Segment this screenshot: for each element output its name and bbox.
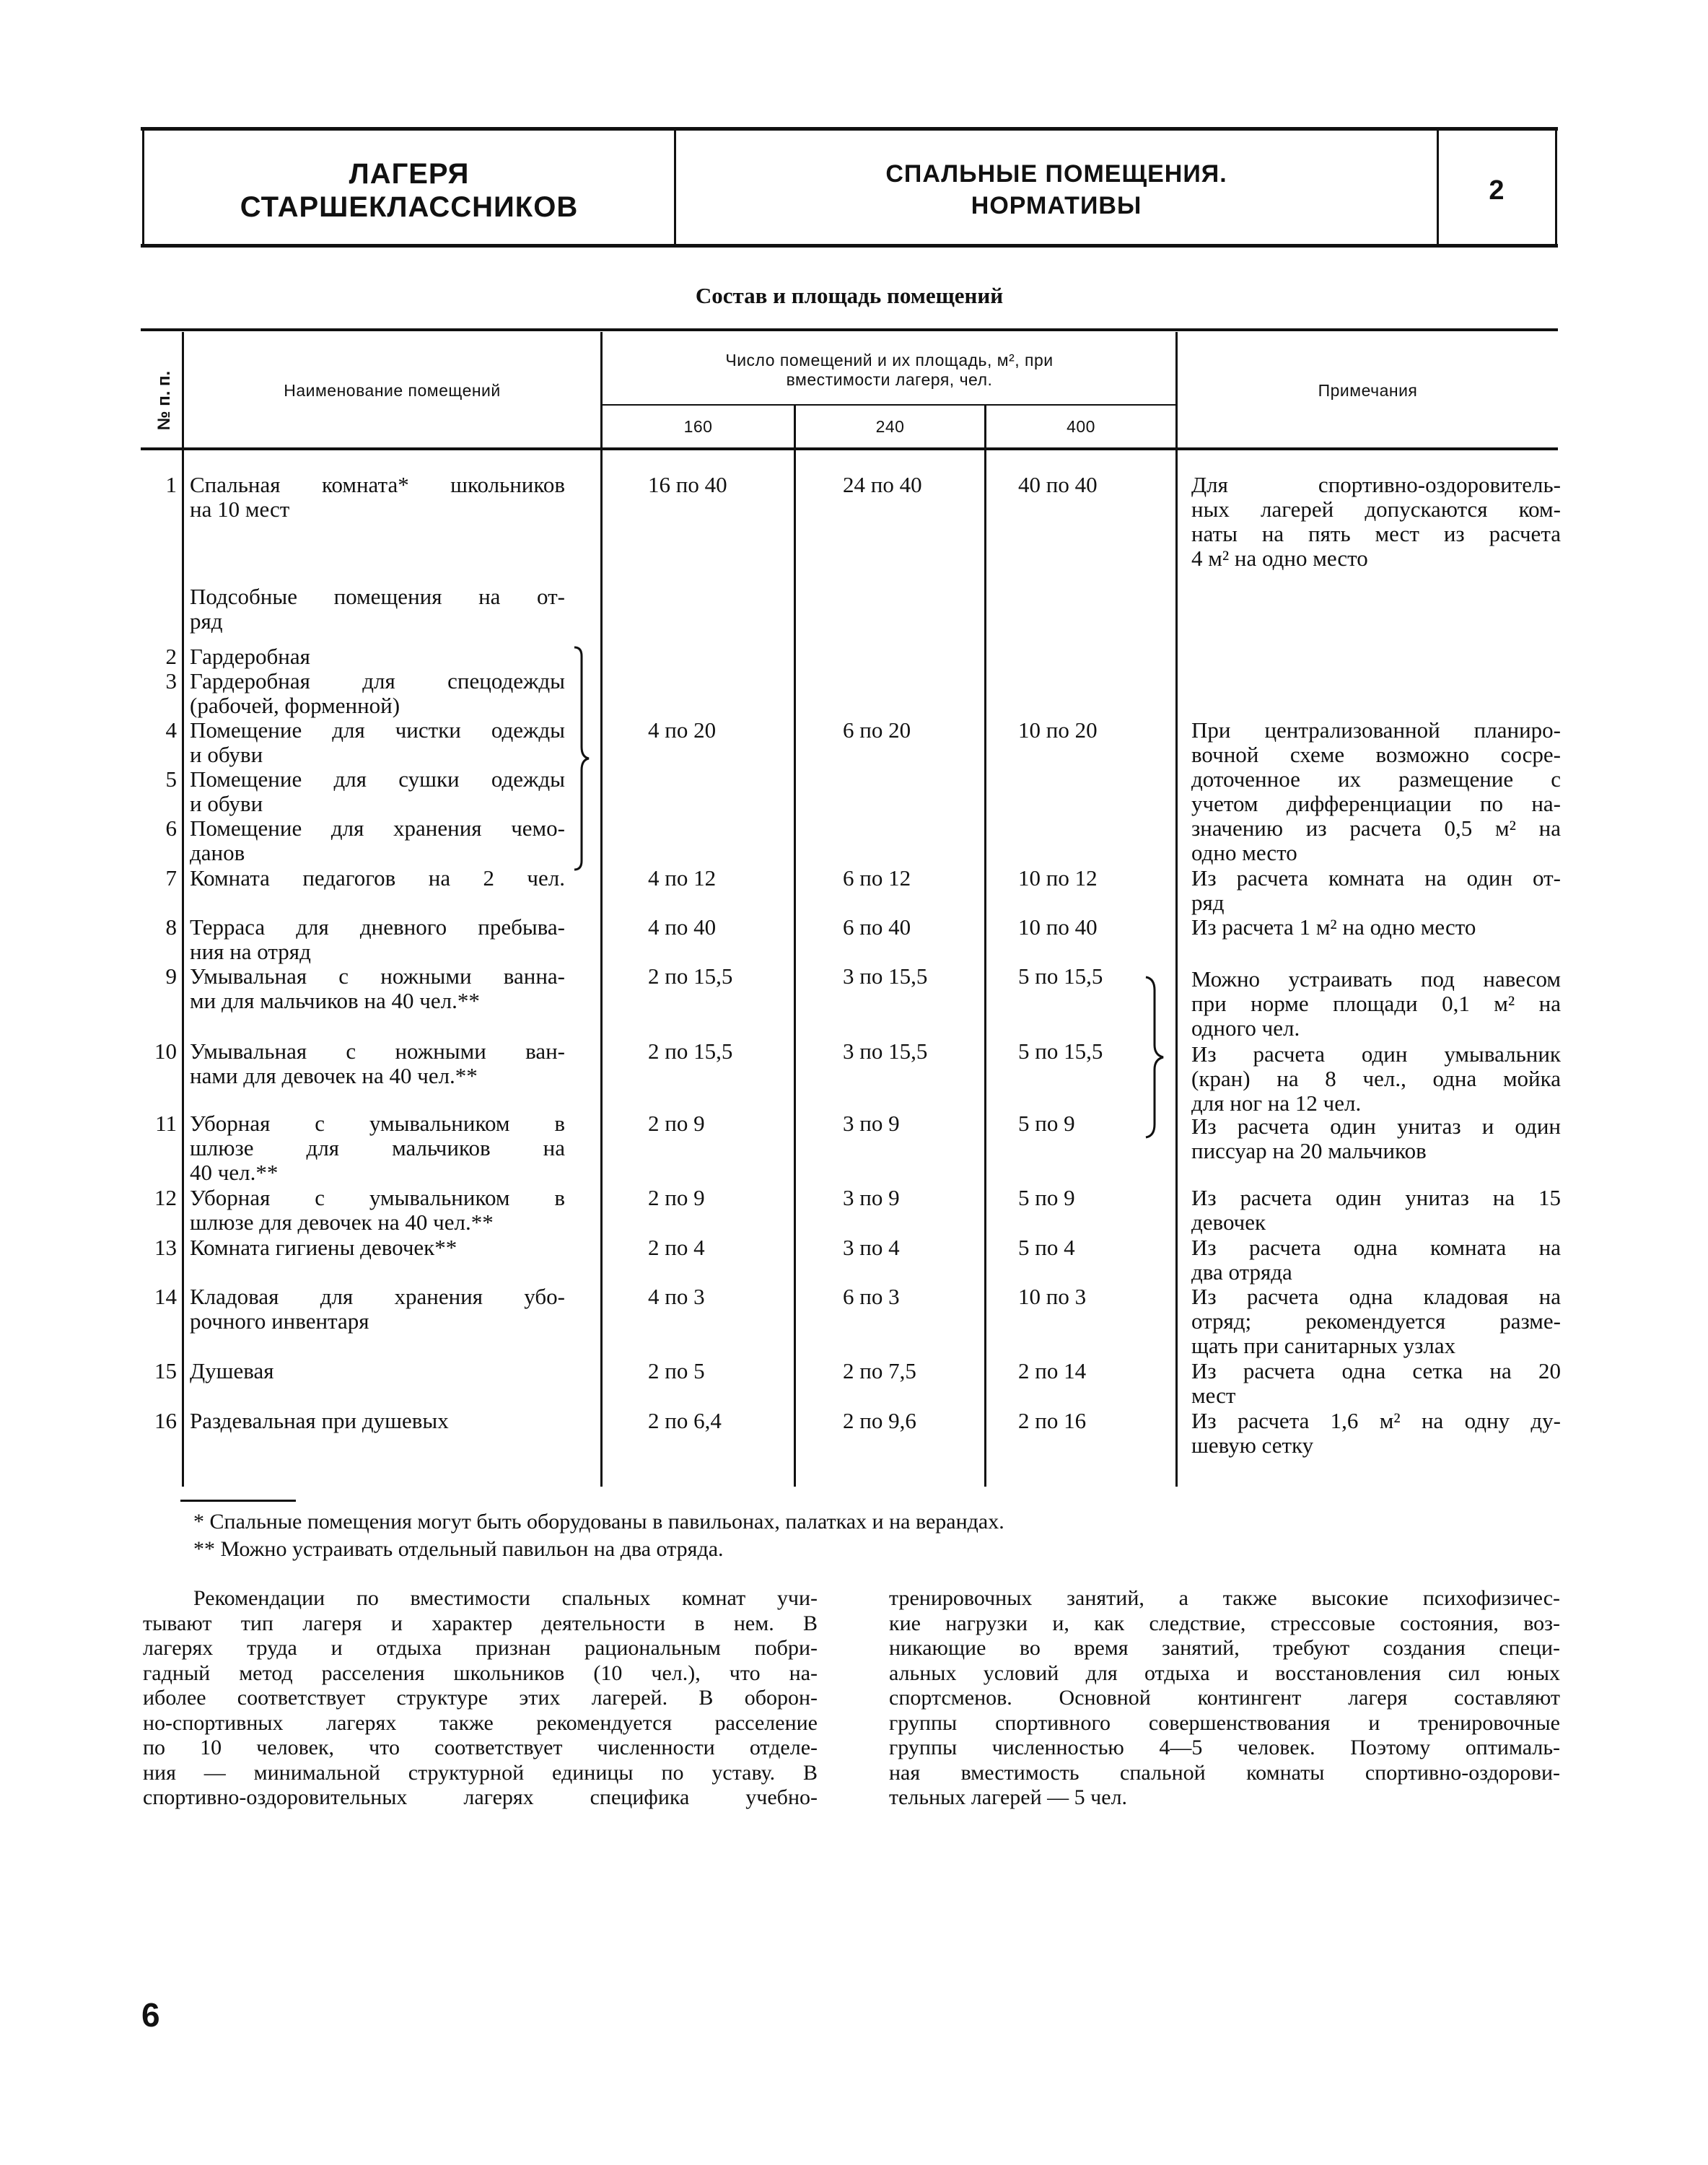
header-bottom-rule (141, 244, 1558, 248)
row-13-num: 13 (154, 1235, 177, 1260)
row-7-cap400: 10 по 12 (1018, 865, 1098, 891)
row-16-cap240: 2 по 9,6 (843, 1408, 916, 1433)
row-7-cap240: 6 по 12 (843, 865, 911, 891)
row-6-num: 6 (165, 815, 177, 841)
row-9-note: Можно устраивать под навесом при норме площади 0,1 м² на одного чел. (1191, 966, 1561, 1041)
header-top-rule (141, 127, 1558, 131)
row-10-cap400: 5 по 15,5 (1018, 1038, 1103, 1064)
row-8-cap400: 10 по 40 (1018, 914, 1098, 940)
row-14-name: Кладовая для хранения убо- рочного инвентаря (190, 1284, 565, 1334)
body-text-left: Рекомендации по вместимости спальных комнат учи- тывают тип лагеря и характер деятельности в нем. В лагерях труда и отдыха признан рациональным побри- гадный метод расселения школьников (10 чел.), что на- иболее соответствует структуре этих лагерей. В оборон- но-спортивных лагерях также рекомендуется расселение по 10 человек, что соответствует численности отделе- ния — минимальной структурной единицы по уставу. В спортивно-оздоровительных лагерях специфика учебно- (143, 1586, 818, 1809)
row-14-cap240: 6 по 3 (843, 1284, 900, 1309)
row-13-cap400: 5 по 4 (1018, 1235, 1075, 1260)
row-4-cap400: 10 по 20 (1018, 717, 1098, 743)
row-1-note: Для спортивно-оздоровитель- ных лагерей допускаются ком- наты на пять мест из расчета 4 м² на одно место (1191, 472, 1561, 571)
row-12-note: Из расчета один унитаз на 15 девочек (1191, 1185, 1561, 1235)
row-11-cap400: 5 по 9 (1018, 1111, 1075, 1136)
row-1-name: Спальная комната* школьников на 10 мест (190, 472, 565, 522)
header-sheet-number: 2 (1489, 175, 1505, 206)
footnote-1: * Спальные помещения могут быть оборудованы в павильонах, палатках и на верандах. (193, 1510, 1004, 1534)
row-10-num: 10 (154, 1038, 177, 1064)
row-16-cap160: 2 по 6,4 (648, 1408, 722, 1433)
row-9-cap400: 5 по 15,5 (1018, 963, 1103, 989)
row-14-cap400: 10 по 3 (1018, 1284, 1087, 1309)
row-4-cap240: 6 по 20 (843, 717, 911, 743)
row-15-num: 15 (154, 1358, 177, 1383)
header-sheet-line2: НОРМАТИВЫ (971, 192, 1142, 219)
row-14-note: Из расчета одна кладовая на отряд; рекомендуется разме- щать при санитарных узлах (1191, 1284, 1561, 1358)
th-cap-400: 400 (1067, 417, 1095, 436)
row-12-cap400: 5 по 9 (1018, 1185, 1075, 1210)
group-label-auxiliary: Подсобные помещения на от- ряд (190, 584, 565, 634)
row-14-num: 14 (154, 1284, 177, 1309)
th-name: Наименование помещений (284, 381, 501, 400)
row-11-cap160: 2 по 9 (648, 1111, 705, 1136)
row-10-cap160: 2 по 15,5 (648, 1038, 733, 1064)
row-8-note: Из расчета 1 м² на одно место (1191, 914, 1476, 940)
header-sheet-line1: СПАЛЬНЫЕ ПОМЕЩЕНИЯ. (885, 160, 1227, 188)
row-12-cap240: 3 по 9 (843, 1185, 900, 1210)
row-3-name: Гардеробная для спецодежды (рабочей, форменной) (190, 668, 565, 718)
row-13-note: Из расчета одна комната на два отряда (1191, 1235, 1561, 1285)
table-col-rule-160 (794, 404, 796, 1487)
row-6-name: Помещение для хранения чемо- данов (190, 815, 565, 865)
row-14-cap160: 4 по 3 (648, 1284, 705, 1309)
row-7-cap160: 4 по 12 (648, 865, 717, 891)
row-1-cap240: 24 по 40 (843, 472, 922, 497)
table-header-bottom-rule (141, 447, 1558, 450)
table-col-rule-400 (1175, 332, 1178, 1487)
row-1-cap160: 16 по 40 (648, 472, 727, 497)
row-11-name: Уборная с умывальником в шлюзе для мальчиков на 40 чел.** (190, 1111, 565, 1185)
row-7-name: Комната педагогов на 2 чел. (190, 865, 565, 891)
row-16-name: Раздевальная при душевых (190, 1408, 449, 1433)
header-sheet-title (676, 147, 1437, 232)
row-4-note: При централизованной планиро- вочной схеме возможно сосре- доточенное их размещение с учетом дифференциации по на- значению из расчета 0,5 м² на одно место (1191, 717, 1561, 865)
table-col-rule-name (600, 332, 603, 1487)
row-5-name: Помещение для сушки одежды и обуви (190, 766, 565, 816)
th-num: № п. п. (154, 370, 175, 431)
row-16-cap400: 2 по 16 (1018, 1408, 1087, 1433)
row-5-num: 5 (165, 766, 177, 792)
footnote-2: ** Можно устраивать отдельный павильон на два отряда. (193, 1537, 724, 1561)
row-4-cap160: 4 по 20 (648, 717, 717, 743)
th-cap-240: 240 (875, 417, 905, 436)
table-col-rule-240 (984, 404, 986, 1487)
row-11-num: 11 (155, 1111, 177, 1136)
row-16-note: Из расчета 1,6 м² на одну ду- шевую сетку (1191, 1408, 1561, 1458)
row-9-num: 9 (165, 963, 177, 989)
row-7-num: 7 (165, 865, 177, 891)
footnote-rule (180, 1500, 296, 1502)
row-4-num: 4 (165, 717, 177, 743)
row-1-cap400: 40 по 40 (1018, 472, 1098, 497)
brace-rows-2-6 (571, 646, 593, 871)
row-13-cap240: 3 по 4 (843, 1235, 900, 1260)
row-1-num: 1 (165, 472, 177, 497)
row-4-name: Помещение для чистки одежды и обуви (190, 717, 565, 767)
row-16-num: 16 (154, 1408, 177, 1433)
table-title: Состав и площадь помещений (695, 283, 1004, 308)
row-2-num: 2 (165, 644, 177, 669)
row-8-cap160: 4 по 40 (648, 914, 717, 940)
row-12-cap160: 2 по 9 (648, 1185, 705, 1210)
row-10-note: Из расчета один умывальник (кран) на 8 чел., одна мойка для ног на 12 чел. (1191, 1041, 1561, 1116)
row-12-name: Уборная с умывальником в шлюзе для девочек на 40 чел.** (190, 1185, 565, 1235)
row-15-cap240: 2 по 7,5 (843, 1358, 916, 1383)
row-15-name: Душевая (190, 1358, 274, 1383)
row-13-cap160: 2 по 4 (648, 1235, 705, 1260)
row-10-name: Умывальная с ножными ван- нами для девочек на 40 чел.** (190, 1038, 565, 1088)
header-section-title (144, 144, 674, 237)
row-8-cap240: 6 по 40 (843, 914, 911, 940)
row-15-cap400: 2 по 14 (1018, 1358, 1087, 1383)
row-15-note: Из расчета одна сетка на 20 мест (1191, 1358, 1561, 1408)
row-8-num: 8 (165, 914, 177, 940)
table-col-rule-num (182, 332, 184, 1487)
row-9-name: Умывальная с ножными ванна- ми для мальчиков на 40 чел.** (190, 963, 565, 1013)
row-7-note: Из расчета комната на один от- ряд (1191, 865, 1561, 915)
header-right-rule (1555, 130, 1557, 245)
row-11-cap240: 3 по 9 (843, 1111, 900, 1136)
row-2-name: Гардеробная (190, 644, 310, 669)
header-section-line2: СТАРШЕКЛАССНИКОВ (240, 191, 579, 223)
row-9-cap240: 3 по 15,5 (843, 963, 928, 989)
row-11-note: Из расчета один унитаз и один писсуар на 20 мальчиков (1191, 1114, 1561, 1163)
th-group-line2: вместимости лагеря, чел. (786, 370, 993, 389)
row-12-num: 12 (154, 1185, 177, 1210)
table-subheader-rule (603, 404, 1176, 406)
row-15-cap160: 2 по 5 (648, 1358, 705, 1383)
th-cap-160: 160 (683, 417, 713, 436)
header-section-line1: ЛАГЕРЯ (349, 158, 470, 190)
table-top-rule (141, 328, 1558, 331)
th-notes: Примечания (1318, 381, 1418, 400)
row-10-cap240: 3 по 15,5 (843, 1038, 928, 1064)
row-8-name: Терраса для дневного пребыва- ния на отряд (190, 914, 565, 964)
row-3-num: 3 (165, 668, 177, 694)
page-number: 6 (141, 1996, 160, 2034)
row-9-cap160: 2 по 15,5 (648, 963, 733, 989)
row-13-name: Комната гигиены девочек** (190, 1235, 457, 1260)
th-group-line1: Число помещений и их площадь, м², при (725, 351, 1054, 369)
body-text-right: тренировочных занятий, а также высокие психофизичес- кие нагрузки и, как следствие, стрессовые состояния, воз- никающие во время занятий, требуют создания специ- альных условий для отдыха и восстановления сил юных спортсменов. Основной контингент лагеря составляют группы спортивного совершенствования и тренировочные группы численностью 4—5 человек. Поэтому оптималь- ная вместимость спальной комнаты спортивно-оздорови- тельных лагерей — 5 чел. (889, 1586, 1560, 1809)
